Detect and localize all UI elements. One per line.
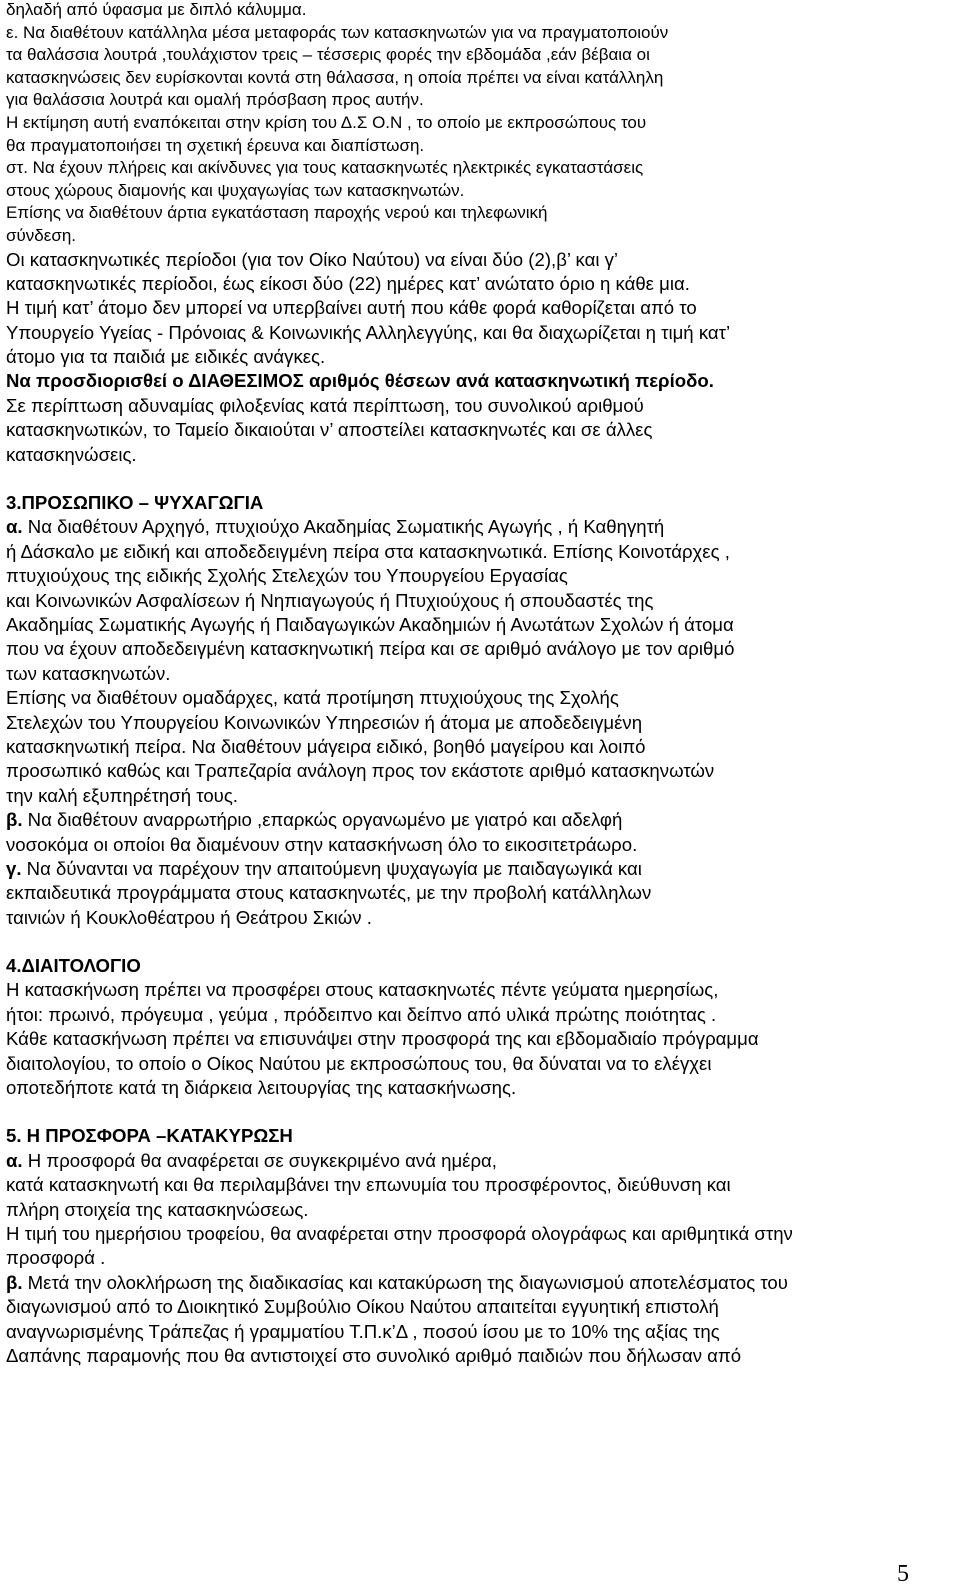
text-line: Ακαδημίας Σωματικής Αγωγής ή Παιδαγωγικών Ακαδημιών ή Ανωτάτων Σχολών ή άτομα	[6, 614, 734, 635]
document-body	[6, 0, 950, 1368]
item-text: Να δύνανται να παρέχουν την απαιτούμενη ψυχαγωγία με παιδαγωγικά και	[21, 857, 642, 879]
text-line: Υπουργείο Υγείας - Πρόνοιας & Κοινωνικής Αλληλεγγύης, και θα διαχωρίζεται η τιμή κατ’	[6, 321, 731, 343]
page-number: 5	[897, 1561, 909, 1587]
text-line	[6, 808, 950, 832]
item-text: Να διαθέτουν Αρχηγό, πτυχιούχο Ακαδημίας Σωματικής Αγωγής , ή Καθηγητή	[22, 516, 665, 538]
text-line: ταινιών ή Κουκλοθέατρου ή Θεάτρου Σκιών .	[6, 906, 372, 928]
item-marker: γ.	[6, 857, 22, 879]
text-line: Στελεχών του Υπουργείου Κοινωνικών Υπηρεσιών ή άτομα με αποδεδειγμένη	[6, 711, 643, 733]
text-line: Επίσης να διαθέτουν άρτια εγκατάσταση παροχής νερού και τηλεφωνική	[6, 203, 548, 223]
text-line: κατασκηνωτικές περίοδοι, έως είκοσι δύο (22) ημέρες κατ’ ανώτατο όριο η κάθε μια.	[6, 272, 690, 294]
text-line: και Κοινωνικών Ασφαλίσεων ή Νηπιαγωγούς ή Πτυχιούχους ή σπουδαστές της	[6, 589, 654, 611]
item-text: Να διαθέτουν αναρρωτήριο ,επαρκώς οργανωμένο με γιατρό και αδελφή	[22, 809, 623, 831]
text-line: στ. Να έχουν πλήρεις και ακίνδυνες για τους κατασκηνωτές ηλεκτρικές εγκαταστάσεις	[6, 158, 644, 178]
section-heading: 4.ΔΙΑΙΤΟΛΟΓΙΟ	[6, 955, 141, 977]
text-line: Σε περίπτωση αδυναμίας φιλοξενίας κατά περίπτωση, του συνολικού αριθμού	[6, 394, 644, 416]
text-line: πλήρη στοιχεία της κατασκηνώσεως.	[6, 1198, 309, 1220]
text-line: οποτεδήποτε κατά τη διάρκεια λειτουργίας της κατασκήνωσης.	[6, 1077, 517, 1099]
item-text: Μετά την ολοκλήρωση της διαδικασίας και κατακύρωση της διαγωνισμού αποτελέσματος του	[22, 1271, 788, 1293]
text-line: διαγωνισμού από το Διοικητικό Συμβούλιο Οίκου Ναύτου απαιτείται εγγυητική επιστολή	[6, 1296, 719, 1318]
text-line: κατασκηνώσεις δεν ευρίσκονται κοντά στη θάλασσα, η οποία πρέπει να είναι κατάλληλη	[6, 67, 664, 87]
emphasis-line: Να προσδιορισθεί ο ΔΙΑΘΕΣΙΜΟΣ αριθμός θέσεων ανά κατασκηνωτική περίοδο.	[6, 370, 714, 392]
text-line: ήτοι: πρωινό, πρόγευμα , γεύμα , πρόδειπνο και δείπνο από υλικά πρώτης ποιότητας .	[6, 1003, 717, 1025]
text-line: Κάθε κατασκήνωση πρέπει να επισυνάψει στην προσφορά της και εβδομαδιαίο πρόγραμμα	[6, 1028, 759, 1050]
text-line: Οι κατασκηνωτικές περίοδοι (για τον Οίκο Ναύτου) να είναι δύο (2),β’ και γ’	[6, 248, 619, 270]
text-line: τα θαλάσσια λουτρά ,τουλάχιστον τρεις – τέσσερις φορές την εβδομάδα ,εάν βέβαια οι	[6, 45, 650, 65]
text-line: εκπαιδευτικά προγράμματα στους κατασκηνωτές, με την προβολή κατάλληλων	[6, 882, 652, 904]
section-heading: 5. Η ΠΡΟΣΦΟΡΑ –ΚΑΤΑΚΥΡΩΣΗ	[6, 1125, 293, 1147]
text-line: την καλή εξυπηρέτησή τους.	[6, 784, 238, 806]
item-marker: β.	[6, 1271, 23, 1293]
text-line: ε. Να διαθέτουν κατάλληλα μέσα μεταφοράς των κατασκηνωτών για να πραγματοποιούν	[6, 22, 669, 42]
text-line: κατασκηνωτικών, το Ταμείο δικαιούται ν’ αποστείλει κατασκηνωτές και σε άλλες	[6, 419, 653, 441]
text-line: κατασκηνωτική πείρα. Να διαθέτουν μάγειρα ειδικό, βοηθό μαγείρου και λοιπό	[6, 735, 646, 757]
text-line: προσφορά .	[6, 1247, 106, 1269]
text-line: Δαπάνης παραμονής που θα αντιστοιχεί στο συνολικό αριθμό παιδιών που δήλωσαν από	[6, 1344, 742, 1366]
item-text: Η προσφορά θα αναφέρεται σε συγκεκριμένο ανά ημέρα,	[22, 1149, 497, 1171]
item-marker: β.	[6, 809, 23, 831]
text-line: πτυχιούχους της ειδικής Σχολής Στελεχών του Υπουργείου Εργασίας	[6, 565, 568, 587]
text-line: Επίσης να διαθέτουν ομαδάρχες, κατά προτίμηση πτυχιούχους της Σχολής	[6, 687, 619, 709]
text-line: για θαλάσσια λουτρά και ομαλή πρόσβαση προς αυτήν.	[6, 90, 424, 110]
text-line	[6, 1271, 950, 1295]
text-line: άτομο για τα παιδιά με ειδικές ανάγκες.	[6, 346, 326, 368]
section-heading: 3.ΠΡΟΣΩΠΙΚΟ – ΨΥΧΑΓΩΓΙΑ	[6, 492, 264, 514]
item-marker: α.	[6, 1149, 23, 1171]
text-line: Η τιμή κατ’ άτομο δεν μπορεί να υπερβαίνει αυτή που κάθε φορά καθορίζεται από το	[6, 297, 697, 319]
text-line: Η εκτίμηση αυτή εναπόκειται στην κρίση του Δ.Σ Ο.Ν , το οποίο με εκπροσώπους του	[6, 112, 647, 132]
text-line: δηλαδή από ύφασμα με διπλό κάλυμμα.	[6, 0, 307, 19]
text-line: που να έχουν αποδεδειγμένη κατασκηνωτική πείρα και σε αριθμό ανάλογο με τον αριθμό	[6, 638, 735, 660]
text-line: θα πραγματοποιήσει τη σχετική έρευνα και διαπίστωση.	[6, 135, 425, 155]
text-line: διαιτολογίου, το οποίο ο Οίκος Ναύτου με εκπροσώπους του, θα δύναται να το ελέγχει	[6, 1052, 712, 1074]
item-marker: α.	[6, 516, 23, 538]
text-line	[6, 857, 950, 881]
text-line: κατασκηνώσεις.	[6, 443, 137, 465]
text-line: κατά κατασκηνωτή και θα περιλαμβάνει την επωνυμία του προσφέροντος, διεύθυνση και	[6, 1174, 731, 1196]
text-line: σύνδεση.	[6, 225, 77, 245]
text-line: στους χώρους διαμονής και ψυχαγωγίας των κατασκηνωτών.	[6, 180, 465, 200]
text-line: Η τιμή του ημερήσιου τροφείου, θα αναφέρεται στην προσφορά ολογράφως και αριθμητικά στην	[6, 1222, 793, 1244]
text-line: νοσοκόμα οι οποίοι θα διαμένουν στην κατασκήνωση όλο το εικοσιτετράωρο.	[6, 833, 638, 855]
text-line: προσωπικό καθώς και Τραπεζαρία ανάλογη προς τον εκάστοτε αριθμό κατασκηνωτών	[6, 760, 715, 782]
text-line: των κατασκηνωτών.	[6, 662, 171, 684]
text-line	[6, 515, 950, 539]
text-line: Η κατασκήνωση πρέπει να προσφέρει στους κατασκηνωτές πέντε γεύματα ημερησίως,	[6, 979, 719, 1001]
text-line: ή Δάσκαλο με ειδική και αποδεδειγμένη πείρα στα κατασκηνωτικά. Επίσης Κοινοτάρχες ,	[6, 540, 730, 562]
text-line	[6, 1149, 950, 1173]
text-line: αναγνωρισμένης Τράπεζας ή γραμματίου Τ.Π.κ’Δ , ποσού ίσου με το 10% της αξίας της	[6, 1320, 720, 1342]
